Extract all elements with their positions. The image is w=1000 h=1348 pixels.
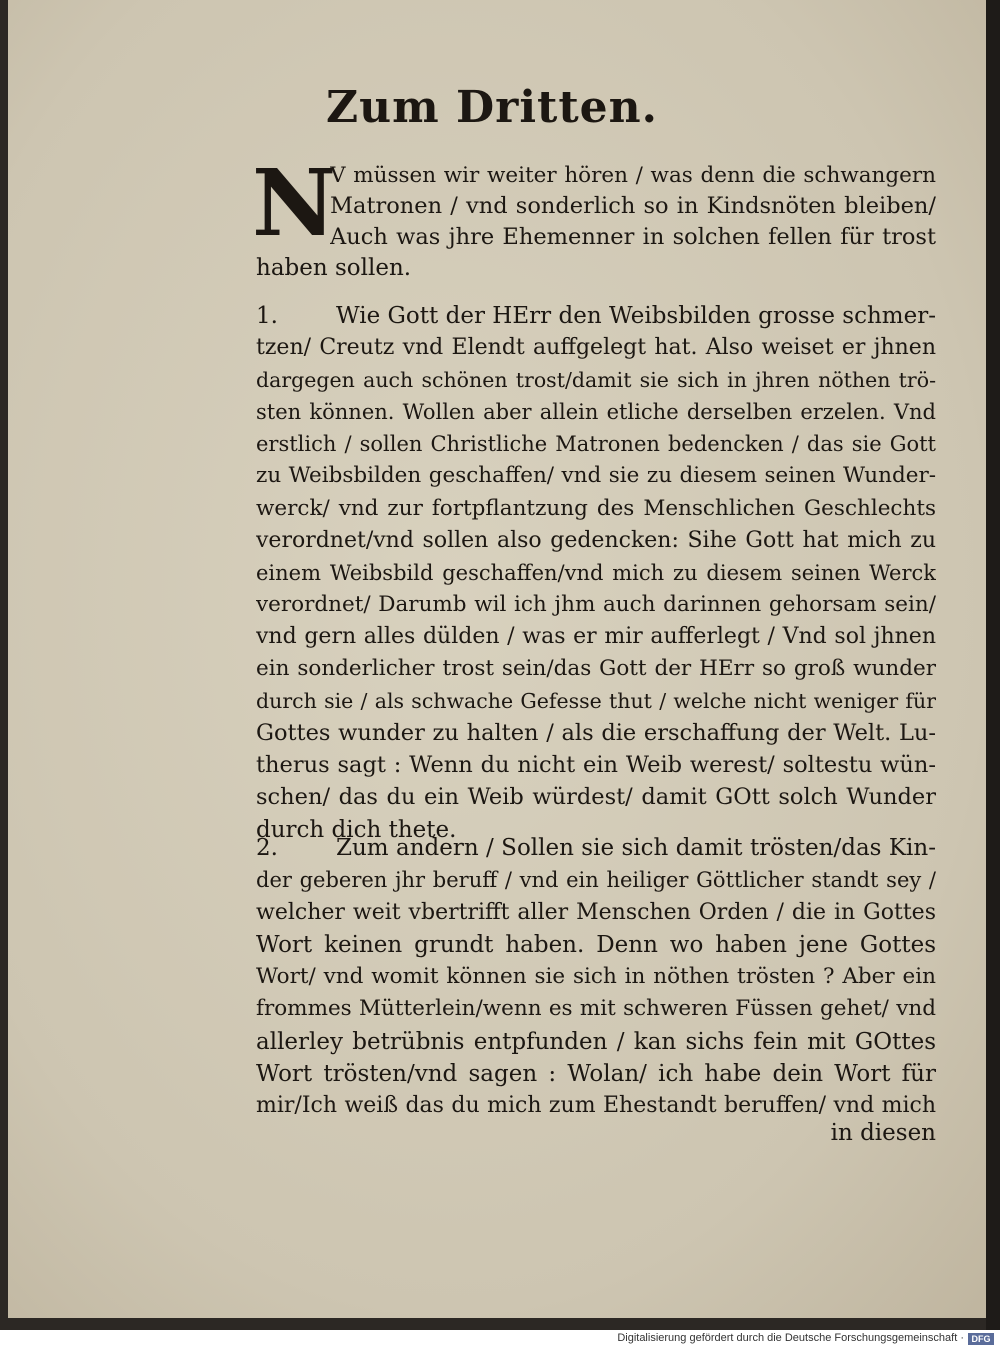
text-line: Matronen / vnd sonderlich so in Kindsnöten bleiben/ bbox=[330, 193, 936, 220]
page-heading: Zum Dritten. bbox=[326, 82, 658, 133]
footer-bar bbox=[0, 1330, 1000, 1348]
intro-last-line-block bbox=[256, 253, 936, 284]
text-line: Auch was jhre Ehemenner in solchen fellen für trost bbox=[330, 224, 936, 251]
book-spine-edge bbox=[986, 0, 1000, 1330]
text-line: ein sonderlicher trost sein/das Gott der HErr so groß wunder bbox=[256, 656, 936, 682]
text-line: haben sollen. bbox=[256, 255, 412, 281]
text-line: schen/ das du ein Weib würdest/ damit GOtt solch Wunder bbox=[256, 784, 936, 811]
text-line: welcher weit vbertrifft aller Menschen Orden / die in Gottes bbox=[256, 899, 936, 925]
text-line: V müssen wir weiter hören / was denn die schwangern bbox=[330, 163, 936, 188]
text-line: verordnet/vnd sollen also gedencken: Sihe Gott hat mich zu bbox=[256, 527, 936, 553]
paragraph-first-line bbox=[256, 832, 936, 864]
text-line: der geberen jhr beruff / vnd ein heiliger Göttlicher standt sey / bbox=[256, 868, 936, 893]
text-line: Wort/ vnd womit können sie sich in nöthen trösten ? Aber ein bbox=[256, 964, 936, 990]
text-line: erstlich / sollen Christliche Matronen bedencken / das sie Gott bbox=[256, 432, 936, 457]
text-line: zu Weibsbilden geschaffen/ vnd sie zu diesem seinen Wunder- bbox=[256, 463, 936, 489]
text-line: werck/ vnd zur fortpflantzung des Menschlichen Geschlechts bbox=[256, 495, 936, 521]
text-line: frommes Mütterlein/wenn es mit schweren Füssen gehet/ vnd bbox=[256, 996, 936, 1022]
text-line: einem Weibsbild geschaffen/vnd mich zu diesem seinen Werck bbox=[256, 560, 936, 585]
text-line: Gottes wunder zu halten / als die erschaffung der Welt. Lu- bbox=[256, 720, 936, 747]
text-line: mir/Ich weiß das du mich zum Ehestandt beruffen/ vnd mich bbox=[256, 1093, 936, 1119]
text-line: sten können. Wollen aber allein etliche derselben erzelen. Vnd bbox=[256, 400, 936, 425]
paragraph-first-line bbox=[256, 300, 936, 332]
text-line: tzen/ Creutz vnd Elendt auffgelegt hat. Also weiset er jhnen bbox=[256, 335, 936, 361]
decorated-initial: N bbox=[252, 149, 337, 257]
text-line: Wort trösten/vnd sagen : Wolan/ ich habe dein Wort für bbox=[256, 1061, 936, 1088]
funding-credit: Digitalisierung gefördert durch die Deutsche Forschungsgemeinschaft · bbox=[617, 1332, 964, 1344]
text-line: Zum andern / Sollen sie sich damit trösten/das Kin- bbox=[336, 835, 936, 861]
text-line: verordnet/ Darumb wil ich jhm auch darinnen gehorsam sein/ bbox=[256, 591, 936, 617]
text-line: vnd gern alles dülden / was er mir aufferlegt / Vnd sol jhnen bbox=[256, 623, 936, 649]
text-line: Wie Gott der HErr den Weibsbilden grosse schmer- bbox=[336, 303, 936, 329]
catchword: in diesen bbox=[830, 1120, 936, 1146]
text-line: dargegen auch schönen trost/damit sie sich in jhren nöthen trö- bbox=[256, 368, 936, 393]
intro-block bbox=[330, 160, 936, 254]
text-line: Wort keinen grundt haben. Denn wo haben jene Gottes bbox=[256, 931, 936, 958]
paragraph-1 bbox=[256, 300, 936, 846]
paragraph-2 bbox=[256, 832, 936, 1123]
text-line: durch sie / als schwache Gefesse thut / welche nicht weniger für bbox=[256, 689, 936, 714]
text-line: allerley betrübnis entpfunden / kan sichs fein mit GOttes bbox=[256, 1028, 936, 1055]
dfg-logo: DFG bbox=[968, 1333, 994, 1345]
paragraph-number: 1. bbox=[256, 303, 278, 329]
paragraph-number: 2. bbox=[256, 835, 278, 861]
text-line: durch dich thete. bbox=[256, 816, 457, 843]
text-line: therus sagt : Wenn du nicht ein Weib werest/ soltestu wün- bbox=[256, 752, 936, 779]
